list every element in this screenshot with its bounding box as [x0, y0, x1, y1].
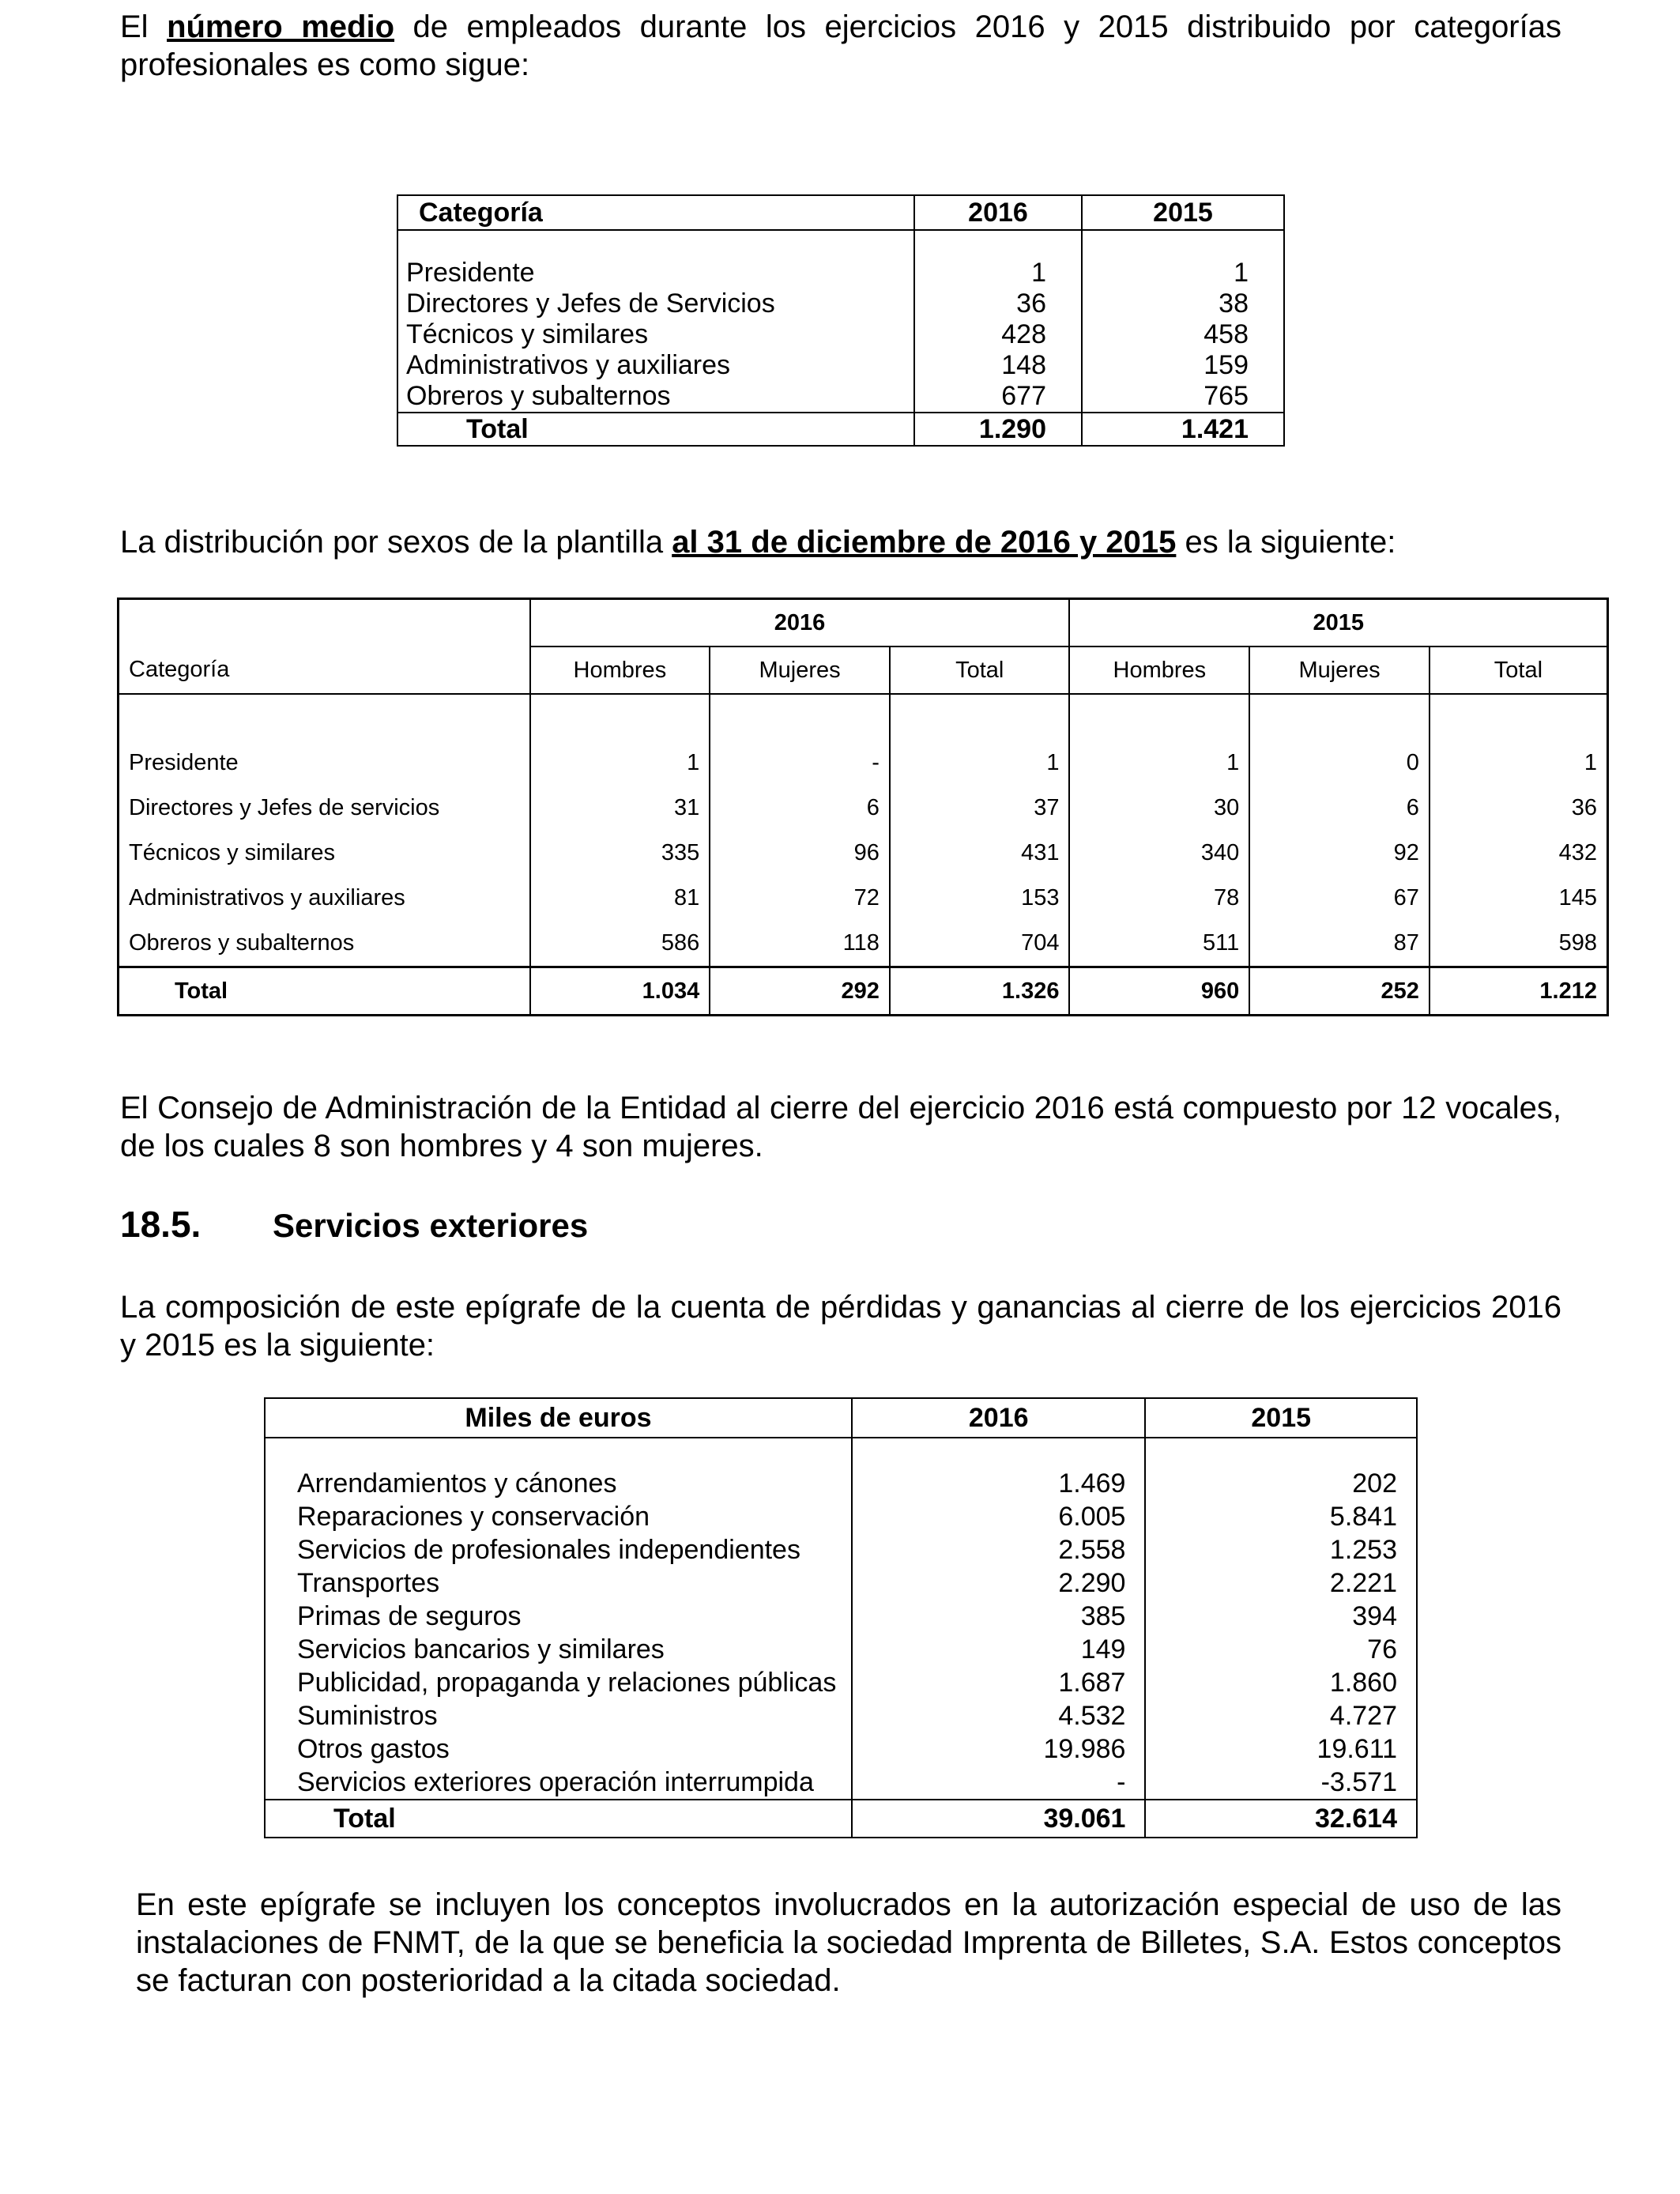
row-label: Arrendamientos y cánones: [265, 1467, 852, 1500]
cell-2015: 1.860: [1145, 1666, 1417, 1699]
sex-intro-emphasis: al 31 de diciembre de 2016 y 2015: [672, 525, 1177, 560]
cell: 704: [890, 921, 1070, 967]
table-row: [265, 1766, 1417, 1800]
cell: 586: [530, 921, 710, 967]
total-2015: 1.421: [1082, 413, 1284, 446]
row-label: Servicios exteriores operación interrumpida: [265, 1766, 852, 1800]
row-label: Obreros y subalternos: [397, 381, 914, 413]
cell: 6: [710, 786, 890, 831]
cell: 6: [1249, 786, 1430, 831]
table-row: [119, 786, 1608, 831]
total-row: [119, 967, 1608, 1016]
row-label: Presidente: [119, 741, 530, 786]
column-header: Total: [1430, 647, 1608, 694]
table-row: [119, 876, 1608, 921]
table-row: [397, 381, 1284, 413]
intro-emphasis: número medio: [167, 9, 395, 44]
column-header: Hombres: [1069, 647, 1249, 694]
column-header: 2015: [1145, 1398, 1417, 1438]
cell-2016: 4.532: [852, 1699, 1145, 1732]
table-header-row: [397, 195, 1284, 230]
table-row: [119, 831, 1608, 876]
cell-2016: 677: [914, 381, 1082, 413]
cell-2016: -: [852, 1766, 1145, 1800]
cell: 72: [710, 876, 890, 921]
table-row: [397, 319, 1284, 350]
table-row: [265, 1666, 1417, 1699]
cell-2016: 1.687: [852, 1666, 1145, 1699]
cell-2015: 1.253: [1145, 1533, 1417, 1566]
cell: 0: [1249, 741, 1430, 786]
total-label: Total: [397, 413, 914, 446]
column-header: Mujeres: [1249, 647, 1430, 694]
table-row: [397, 350, 1284, 381]
cell: 1: [890, 741, 1070, 786]
total-2016: 39.061: [852, 1800, 1145, 1838]
cell-2015: 765: [1082, 381, 1284, 413]
intro-pre: El: [120, 9, 168, 44]
total-2015: 32.614: [1145, 1800, 1417, 1838]
cell: 36: [1430, 786, 1608, 831]
sex-intro-pre: La distribución por sexos de la plantilla: [120, 525, 672, 560]
table-row: [265, 1633, 1417, 1666]
cell-2015: 202: [1145, 1467, 1417, 1500]
cell: 511: [1069, 921, 1249, 967]
cell-2016: 19.986: [852, 1732, 1145, 1766]
row-label: Técnicos y similares: [119, 831, 530, 876]
row-label: Administrativos y auxiliares: [397, 350, 914, 381]
table-row: [119, 741, 1608, 786]
cell-2016: 1.469: [852, 1467, 1145, 1500]
cell: 30: [1069, 786, 1249, 831]
composicion-paragraph: La composición de este epígrafe de la cuenta de pérdidas y ganancias al cierre de los ejercicios 2016 y 2015 es la siguiente:: [120, 1290, 1561, 1363]
cell: 92: [1249, 831, 1430, 876]
cell: 340: [1069, 831, 1249, 876]
table-row: [265, 1533, 1417, 1566]
cell: 1: [1430, 741, 1608, 786]
total-cell: 1.326: [890, 967, 1070, 1016]
average-employees-table: [397, 194, 1285, 447]
section-heading: [120, 1200, 588, 1250]
row-label: Suministros: [265, 1699, 852, 1732]
total-2016: 1.290: [914, 413, 1082, 446]
total-cell: 1.212: [1430, 967, 1608, 1016]
row-label: Presidente: [397, 258, 914, 288]
row-label: Administrativos y auxiliares: [119, 876, 530, 921]
cell-2016: 428: [914, 319, 1082, 350]
row-label: Técnicos y similares: [397, 319, 914, 350]
total-row: [265, 1800, 1417, 1838]
year-header-row: [119, 599, 1608, 647]
cell-2015: 458: [1082, 319, 1284, 350]
cell-2015: 38: [1082, 288, 1284, 319]
cell-2015: 394: [1145, 1600, 1417, 1633]
servicios-exteriores-table: [264, 1397, 1418, 1838]
row-label: Obreros y subalternos: [119, 921, 530, 967]
cell: -: [710, 741, 890, 786]
table-row: [265, 1732, 1417, 1766]
column-header: Categoría: [397, 195, 914, 230]
table-row: [265, 1699, 1417, 1732]
column-header: 2015: [1082, 195, 1284, 230]
column-header: Miles de euros: [265, 1398, 852, 1438]
column-header: Total: [890, 647, 1070, 694]
section-title: Servicios exteriores: [273, 1207, 589, 1244]
row-label: Primas de seguros: [265, 1600, 852, 1633]
cell: 153: [890, 876, 1070, 921]
consejo-paragraph: El Consejo de Administración de la Entidad al cierre del ejercicio 2016 está compuesto por 12 vocales, de los cuales 8 son hombres y 4 son mujeres.: [120, 1091, 1561, 1163]
table-header-row: [265, 1398, 1417, 1438]
column-header: Mujeres: [710, 647, 890, 694]
cell-2015: 76: [1145, 1633, 1417, 1666]
total-row: [397, 413, 1284, 446]
table-row: [397, 258, 1284, 288]
year-2015-header: 2015: [1069, 599, 1607, 647]
cell: 598: [1430, 921, 1608, 967]
table-row: [265, 1467, 1417, 1500]
table-row: [397, 288, 1284, 319]
cell-2016: 1: [914, 258, 1082, 288]
column-header: 2016: [852, 1398, 1145, 1438]
cell: 67: [1249, 876, 1430, 921]
cell: 335: [530, 831, 710, 876]
cell-2015: 4.727: [1145, 1699, 1417, 1732]
table-row: [265, 1600, 1417, 1633]
intro-paragraph: [120, 8, 1561, 84]
column-header: Hombres: [530, 647, 710, 694]
sex-distribution-table: [117, 598, 1609, 1016]
cell: 37: [890, 786, 1070, 831]
cell-2015: 2.221: [1145, 1566, 1417, 1600]
cell-2015: -3.571: [1145, 1766, 1417, 1800]
table-row: [265, 1500, 1417, 1533]
cell-2016: 6.005: [852, 1500, 1145, 1533]
sex-intro-post: es la siguiente:: [1176, 525, 1396, 560]
cell: 1: [1069, 741, 1249, 786]
total-cell: 1.034: [530, 967, 710, 1016]
row-label: Directores y Jefes de Servicios: [397, 288, 914, 319]
cell: 118: [710, 921, 890, 967]
row-label: Transportes: [265, 1566, 852, 1600]
cell: 432: [1430, 831, 1608, 876]
total-cell: 292: [710, 967, 890, 1016]
row-label: Publicidad, propaganda y relaciones públicas: [265, 1666, 852, 1699]
cell-2015: 19.611: [1145, 1732, 1417, 1766]
year-2016-header: 2016: [530, 599, 1070, 647]
cell-2015: 5.841: [1145, 1500, 1417, 1533]
total-label: Total: [265, 1800, 852, 1838]
total-label: Total: [119, 967, 530, 1016]
cell-2016: 385: [852, 1600, 1145, 1633]
cell: 31: [530, 786, 710, 831]
row-label: Directores y Jefes de servicios: [119, 786, 530, 831]
row-label: Reparaciones y conservación: [265, 1500, 852, 1533]
cell-2016: 149: [852, 1633, 1145, 1666]
row-label: Servicios de profesionales independientes: [265, 1533, 852, 1566]
row-label: Servicios bancarios y similares: [265, 1633, 852, 1666]
sub-header-row: [119, 647, 1608, 694]
section-number: 18.5.: [120, 1204, 202, 1245]
cell-2016: 2.558: [852, 1533, 1145, 1566]
cell-2016: 2.290: [852, 1566, 1145, 1600]
cell: 81: [530, 876, 710, 921]
cell-2015: 159: [1082, 350, 1284, 381]
closing-paragraph: En este epígrafe se incluyen los conceptos involucrados en la autorización especial de uso de las instalaciones de FNMT, de la que se beneficia la sociedad Imprenta de Billetes, S.A. Estos conceptos se facturan con posterioridad a la citada sociedad.: [136, 1887, 1561, 1998]
category-header: Categoría: [119, 647, 530, 694]
intro-post: de empleados durante los ejercicios 2016 y 2015 distribuido por categorías profesionales es como sigue:: [120, 9, 1561, 82]
table-row: [119, 921, 1608, 967]
cell: 96: [710, 831, 890, 876]
total-cell: 252: [1249, 967, 1430, 1016]
cell: 431: [890, 831, 1070, 876]
row-label: Otros gastos: [265, 1732, 852, 1766]
cell-2015: 1: [1082, 258, 1284, 288]
cell: 1: [530, 741, 710, 786]
total-cell: 960: [1069, 967, 1249, 1016]
cell: 145: [1430, 876, 1608, 921]
cell-2016: 148: [914, 350, 1082, 381]
cell: 78: [1069, 876, 1249, 921]
cell: 87: [1249, 921, 1430, 967]
table-row: [265, 1566, 1417, 1600]
cell-2016: 36: [914, 288, 1082, 319]
column-header: 2016: [914, 195, 1082, 230]
sex-intro-paragraph: [120, 523, 1561, 561]
